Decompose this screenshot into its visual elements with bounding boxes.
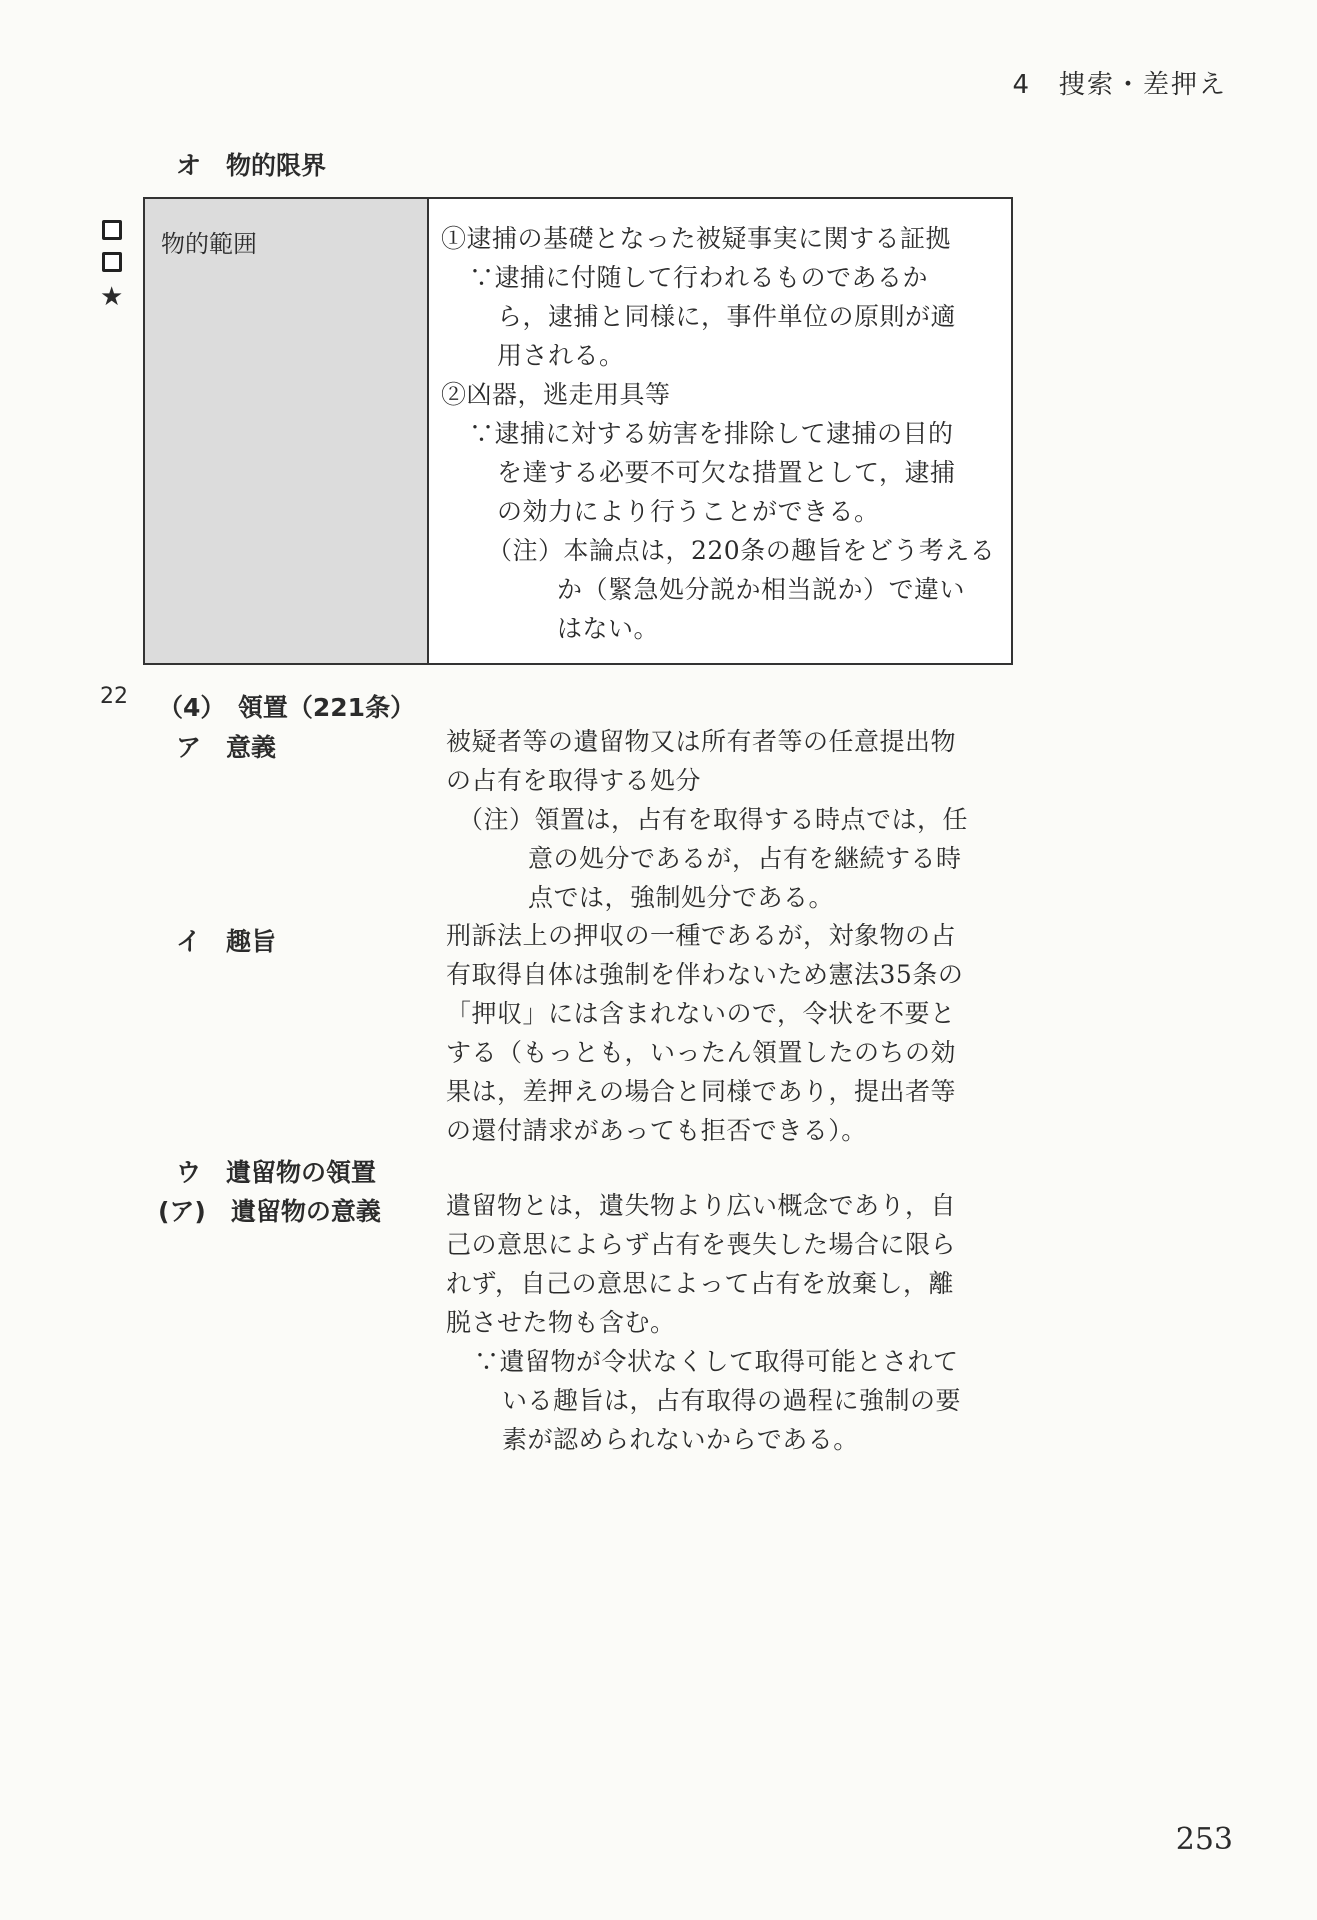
review-checkbox-1[interactable] bbox=[102, 220, 122, 240]
running-header: 4 捜索・差押え bbox=[1012, 70, 1227, 100]
body-line: 果は，差押えの場合と同様であり，提出者等 bbox=[446, 1077, 957, 1106]
physical-range-table bbox=[143, 197, 1013, 665]
note-line: 意の処分であるが，占有を継続する時 bbox=[528, 844, 962, 873]
label-abandoned-seizure: ウ 遺留物の領置 bbox=[176, 1158, 377, 1187]
section-heading-4: （4） 領置（221条） bbox=[158, 693, 416, 722]
table-line: 用される。 bbox=[497, 341, 625, 370]
reason-line: いる趣旨は，占有取得の過程に強制の要 bbox=[502, 1386, 962, 1415]
table-label: 物的範囲 bbox=[161, 230, 257, 258]
body-line: 「押収」には含まれないので，令状を不要と bbox=[446, 999, 956, 1028]
body-line: 脱させた物も含む。 bbox=[446, 1308, 676, 1337]
label-meaning: ア 意義 bbox=[176, 733, 277, 762]
reason-line: 素が認められないからである。 bbox=[502, 1425, 859, 1454]
margin-number: 22 bbox=[100, 684, 128, 709]
review-checkbox-2[interactable] bbox=[102, 252, 122, 272]
body-line: れず，自己の意思によって占有を放棄し，離 bbox=[446, 1269, 955, 1298]
purpose-body bbox=[446, 916, 1006, 1150]
meaning-body bbox=[446, 722, 1006, 917]
body-line: 遺留物とは，遺失物より広い概念であり，自 bbox=[446, 1191, 957, 1220]
table-line: ∵逮捕に付随して行われるものであるか bbox=[469, 263, 929, 292]
table-line: ら，逮捕と同様に，事件単位の原則が適 bbox=[497, 302, 957, 331]
body-line: 有取得自体は強制を伴わないため憲法35条の bbox=[446, 960, 964, 989]
importance-star-icon: ★ bbox=[100, 282, 124, 312]
table-line: ②凶器，逃走用具等 bbox=[441, 380, 671, 409]
reason-line: ∵遺留物が令状なくして取得可能とされて bbox=[474, 1347, 959, 1376]
table-label-cell bbox=[145, 199, 429, 663]
label-abandoned-meaning: (ア) 遺留物の意義 bbox=[158, 1197, 381, 1226]
note-line: （注）領置は，占有を取得する時点では，任 bbox=[458, 805, 969, 834]
abandoned-body bbox=[446, 1186, 1006, 1459]
table-note-line: か（緊急処分説か相当説か）で違い bbox=[557, 575, 966, 604]
body-line: する（もっとも，いったん領置したのちの効 bbox=[446, 1038, 957, 1067]
table-line: の効力により行うことができる。 bbox=[497, 497, 880, 526]
table-note-line: はない。 bbox=[557, 614, 660, 643]
table-note-line: （注）本論点は，220条の趣旨をどう考える bbox=[487, 536, 996, 565]
table-line: ∵逮捕に対する妨害を排除して逮捕の目的 bbox=[469, 419, 954, 448]
body-line: の占有を取得する処分 bbox=[446, 766, 702, 795]
page-number: 253 bbox=[1175, 1822, 1233, 1857]
section-heading: オ 物的限界 bbox=[176, 151, 327, 180]
body-line: 被疑者等の遺留物又は所有者等の任意提出物 bbox=[446, 727, 957, 756]
body-line: 己の意思によらず占有を喪失した場合に限ら bbox=[446, 1230, 957, 1259]
table-line: を達する必要不可欠な措置として，逮捕 bbox=[497, 458, 956, 487]
table-content-cell bbox=[441, 219, 997, 648]
label-purpose: イ 趣旨 bbox=[176, 927, 277, 956]
table-line: ①逮捕の基礎となった被疑事実に関する証拠 bbox=[441, 224, 952, 253]
body-line: の還付請求があっても拒否できる）。 bbox=[446, 1116, 867, 1145]
note-line: 点では，強制処分である。 bbox=[528, 883, 835, 912]
body-line: 刑訴法上の押収の一種であるが，対象物の占 bbox=[446, 921, 957, 950]
